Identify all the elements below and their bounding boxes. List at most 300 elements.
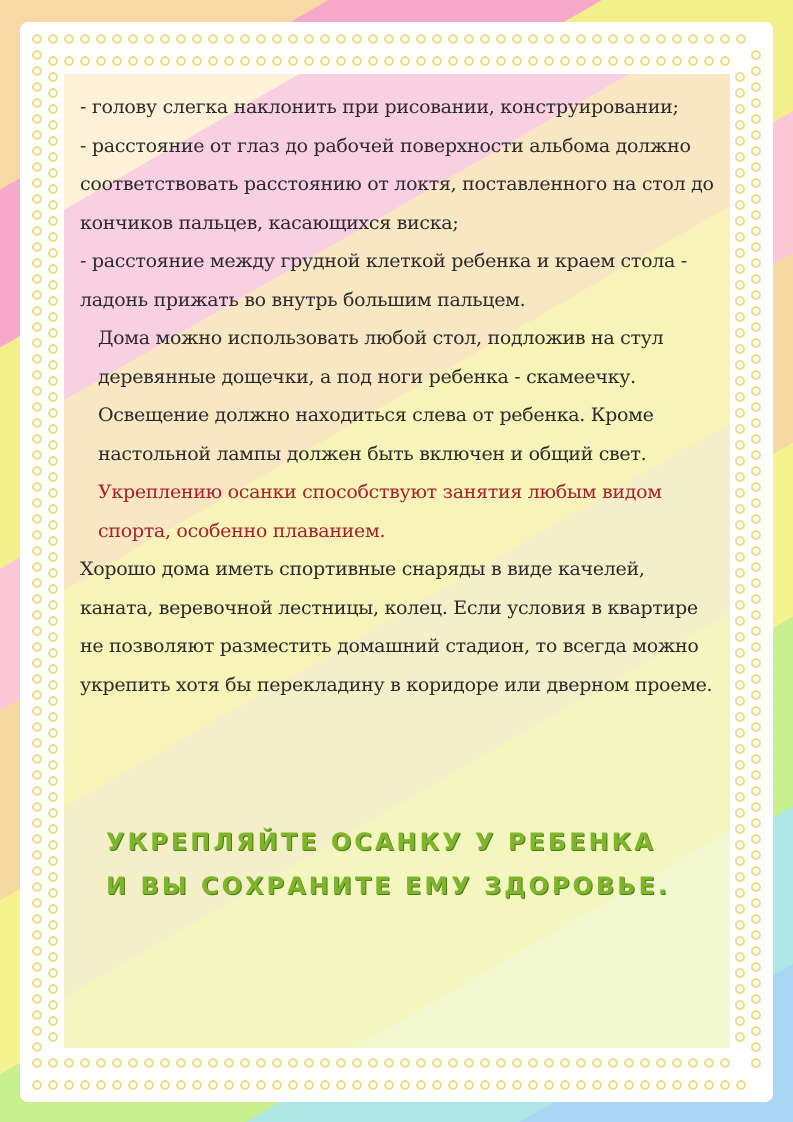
frame-ring	[32, 1010, 42, 1020]
frame-ring	[751, 546, 761, 556]
frame-ring	[735, 648, 745, 658]
frame-ring	[640, 56, 650, 66]
frame-ring	[48, 984, 58, 994]
frame-ring	[735, 680, 745, 690]
frame-ring	[32, 1026, 42, 1036]
frame-ring	[656, 34, 666, 44]
frame-ring	[192, 1058, 202, 1068]
frame-ring	[751, 498, 761, 508]
frame-ring	[288, 1058, 298, 1068]
frame-ring	[336, 34, 346, 44]
frame-ring	[48, 664, 58, 674]
frame-ring	[224, 34, 234, 44]
frame-ring	[672, 1058, 682, 1068]
frame-ring	[735, 536, 745, 546]
body-text	[80, 88, 722, 704]
frame-ring	[735, 888, 745, 898]
frame-ring	[400, 34, 410, 44]
frame-ring	[48, 792, 58, 802]
frame-ring	[735, 1000, 745, 1010]
frame-ring	[751, 738, 761, 748]
frame-ring	[751, 82, 761, 92]
frame-ring	[751, 226, 761, 236]
frame-ring	[735, 904, 745, 914]
frame-ring	[176, 34, 186, 44]
frame-ring	[32, 770, 42, 780]
frame-ring	[32, 274, 42, 284]
frame-ring	[80, 1058, 90, 1068]
frame-ring	[735, 152, 745, 162]
frame-ring	[735, 760, 745, 770]
frame-ring	[528, 56, 538, 66]
frame-ring	[735, 504, 745, 514]
frame-ring	[32, 514, 42, 524]
frame-ring	[32, 1080, 42, 1090]
frame-ring	[751, 706, 761, 716]
frame-ring	[384, 34, 394, 44]
frame-ring	[464, 1058, 474, 1068]
frame-ring	[160, 34, 170, 44]
frame-ring	[751, 482, 761, 492]
frame-ring	[32, 562, 42, 572]
frame-ring	[32, 738, 42, 748]
frame-ring	[640, 34, 650, 44]
frame-ring	[640, 1080, 650, 1090]
frame-ring	[240, 56, 250, 66]
frame-ring	[480, 1058, 490, 1068]
frame-ring	[128, 1080, 138, 1090]
frame-ring	[240, 1058, 250, 1068]
frame-ring	[32, 194, 42, 204]
frame-ring	[496, 34, 506, 44]
frame-ring	[751, 290, 761, 300]
frame-ring	[48, 584, 58, 594]
frame-ring	[64, 56, 74, 66]
frame-ring	[256, 56, 266, 66]
frame-ring	[32, 930, 42, 940]
frame-ring	[751, 514, 761, 524]
frame-ring	[704, 1058, 714, 1068]
frame-ring	[64, 34, 74, 44]
frame-ring	[464, 34, 474, 44]
frame-ring	[735, 376, 745, 386]
frame-ring	[32, 98, 42, 108]
frame-ring	[48, 744, 58, 754]
frame-ring	[751, 882, 761, 892]
frame-ring	[735, 168, 745, 178]
frame-ring	[32, 1042, 42, 1052]
frame-ring	[735, 392, 745, 402]
frame-ring	[32, 786, 42, 796]
frame-ring	[400, 1058, 410, 1068]
frame-ring	[448, 34, 458, 44]
frame-ring	[32, 130, 42, 140]
frame-ring	[735, 328, 745, 338]
frame-ring	[48, 312, 58, 322]
frame-ring	[64, 1058, 74, 1068]
frame-ring	[720, 1080, 730, 1090]
frame-ring	[400, 56, 410, 66]
frame-ring	[128, 1058, 138, 1068]
frame-ring	[672, 34, 682, 44]
frame-ring	[48, 520, 58, 530]
frame-ring	[32, 434, 42, 444]
frame-ring	[735, 104, 745, 114]
frame-ring	[608, 34, 618, 44]
frame-ring	[48, 936, 58, 946]
frame-ring	[48, 552, 58, 562]
frame-ring	[464, 1080, 474, 1090]
frame-ring	[48, 1058, 58, 1068]
frame-ring	[751, 770, 761, 780]
frame-ring	[751, 466, 761, 476]
frame-ring	[751, 866, 761, 876]
frame-ring	[735, 744, 745, 754]
frame-ring	[735, 1016, 745, 1026]
frame-ring	[32, 754, 42, 764]
frame-ring	[32, 162, 42, 172]
frame-ring	[32, 114, 42, 124]
frame-ring	[320, 1080, 330, 1090]
frame-ring	[48, 728, 58, 738]
frame-ring	[751, 402, 761, 412]
frame-ring	[64, 1080, 74, 1090]
frame-ring	[48, 488, 58, 498]
body-paragraph-7: Хорошо дома иметь спортивные снаряды в виде качелей, каната, веревочной лестницы, колец. Если условия в квартире не позволяют разместить домашний стадион, то всегда можно укрепить хотя бы перекладину в коридоре или дверном проеме.	[80, 558, 713, 696]
frame-ring	[48, 88, 58, 98]
frame-ring	[272, 1058, 282, 1068]
frame-ring	[32, 578, 42, 588]
frame-ring	[240, 34, 250, 44]
frame-ring	[176, 56, 186, 66]
frame-ring	[48, 888, 58, 898]
frame-ring	[48, 200, 58, 210]
frame-ring	[576, 34, 586, 44]
frame-ring	[32, 626, 42, 636]
frame-ring	[160, 1058, 170, 1068]
frame-ring	[32, 530, 42, 540]
frame-ring	[32, 418, 42, 428]
frame-ring	[751, 658, 761, 668]
frame-ring	[735, 488, 745, 498]
frame-ring	[48, 904, 58, 914]
frame-ring	[544, 1058, 554, 1068]
frame-ring	[32, 994, 42, 1004]
frame-ring	[48, 536, 58, 546]
frame-ring	[688, 56, 698, 66]
frame-ring	[32, 466, 42, 476]
frame-ring	[32, 210, 42, 220]
frame-ring	[592, 56, 602, 66]
frame-ring	[480, 34, 490, 44]
frame-ring	[432, 34, 442, 44]
frame-ring	[48, 632, 58, 642]
frame-ring	[496, 56, 506, 66]
frame-ring	[735, 792, 745, 802]
frame-ring	[288, 56, 298, 66]
frame-ring	[688, 1058, 698, 1068]
frame-ring	[735, 408, 745, 418]
frame-ring	[32, 594, 42, 604]
frame-ring	[224, 1080, 234, 1090]
frame-ring	[32, 866, 42, 876]
frame-ring	[751, 930, 761, 940]
frame-ring	[112, 1080, 122, 1090]
frame-ring	[592, 1058, 602, 1068]
frame-ring	[624, 1080, 634, 1090]
frame-ring	[672, 1080, 682, 1090]
frame-ring	[48, 120, 58, 130]
frame-ring	[751, 834, 761, 844]
frame-ring	[416, 56, 426, 66]
frame-ring	[735, 344, 745, 354]
frame-ring	[735, 920, 745, 930]
frame-ring	[48, 760, 58, 770]
frame-ring	[672, 56, 682, 66]
frame-ring	[736, 34, 746, 44]
frame-ring	[751, 370, 761, 380]
frame-ring	[735, 808, 745, 818]
frame-ring	[751, 146, 761, 156]
frame-ring	[48, 568, 58, 578]
frame-ring	[352, 34, 362, 44]
frame-ring	[112, 56, 122, 66]
frame-ring	[320, 1058, 330, 1068]
frame-ring	[48, 440, 58, 450]
frame-ring	[48, 264, 58, 274]
frame-ring	[48, 376, 58, 386]
frame-ring	[656, 56, 666, 66]
frame-ring	[48, 920, 58, 930]
frame-ring	[735, 728, 745, 738]
frame-ring	[32, 290, 42, 300]
frame-ring	[48, 72, 58, 82]
frame-ring	[560, 56, 570, 66]
frame-ring	[751, 530, 761, 540]
slogan-line-2: И ВЫ СОХРАНИТЕ ЕМУ ЗДОРОВЬЕ.	[106, 872, 670, 900]
frame-ring	[192, 1080, 202, 1090]
frame-ring	[544, 56, 554, 66]
frame-ring	[48, 424, 58, 434]
frame-ring	[368, 34, 378, 44]
frame-ring	[336, 56, 346, 66]
frame-ring	[735, 952, 745, 962]
frame-ring	[735, 312, 745, 322]
frame-ring	[751, 322, 761, 332]
frame-ring	[48, 360, 58, 370]
frame-ring	[735, 264, 745, 274]
frame-ring	[751, 130, 761, 140]
frame-ring	[751, 178, 761, 188]
frame-ring	[32, 66, 42, 76]
frame-ring	[576, 56, 586, 66]
frame-ring	[751, 850, 761, 860]
frame-ring	[735, 872, 745, 882]
frame-ring	[112, 34, 122, 44]
frame-ring	[751, 818, 761, 828]
frame-ring	[208, 1058, 218, 1068]
frame-ring	[48, 328, 58, 338]
frame-ring	[176, 1058, 186, 1068]
frame-ring	[735, 360, 745, 370]
frame-ring	[624, 1058, 634, 1068]
frame-ring	[751, 754, 761, 764]
frame-ring	[735, 600, 745, 610]
frame-ring	[208, 1080, 218, 1090]
frame-ring	[608, 1058, 618, 1068]
frame-ring	[751, 978, 761, 988]
frame-ring	[272, 34, 282, 44]
frame-ring	[735, 696, 745, 706]
frame-ring	[751, 162, 761, 172]
frame-ring	[735, 216, 745, 226]
frame-ring	[751, 1042, 761, 1052]
frame-ring	[735, 120, 745, 130]
frame-ring	[384, 1058, 394, 1068]
frame-ring	[32, 258, 42, 268]
frame-ring	[480, 1080, 490, 1090]
frame-ring	[80, 34, 90, 44]
frame-ring	[560, 1080, 570, 1090]
frame-ring	[48, 648, 58, 658]
frame-ring	[384, 56, 394, 66]
frame-ring	[576, 1080, 586, 1090]
frame-ring	[751, 450, 761, 460]
frame-ring	[144, 1080, 154, 1090]
frame-ring	[32, 242, 42, 252]
frame-ring	[640, 1058, 650, 1068]
frame-ring	[496, 1080, 506, 1090]
body-paragraph-1: - голову слегка наклонить при рисовании, конструировании;	[80, 96, 679, 118]
frame-ring	[48, 824, 58, 834]
body-paragraph-3: - расстояние между грудной клеткой ребенка и краем стола - ладонь прижать во внутрь большим пальцем.	[80, 250, 687, 311]
frame-ring	[272, 56, 282, 66]
frame-ring	[624, 34, 634, 44]
frame-ring	[432, 1058, 442, 1068]
frame-ring	[32, 610, 42, 620]
frame-ring	[608, 56, 618, 66]
frame-ring	[751, 690, 761, 700]
frame-ring	[304, 1058, 314, 1068]
body-paragraph-2: - расстояние от глаз до рабочей поверхности альбома должно соответствовать расстоянию от локтя, поставленного на стол до кончиков пальцев, касающихся виска;	[80, 134, 714, 234]
frame-ring	[352, 1080, 362, 1090]
frame-ring	[32, 946, 42, 956]
frame-ring	[735, 280, 745, 290]
frame-ring	[544, 1080, 554, 1090]
frame-ring	[751, 722, 761, 732]
frame-ring	[448, 1058, 458, 1068]
frame-ring	[48, 34, 58, 44]
frame-ring	[48, 472, 58, 482]
frame-ring	[32, 674, 42, 684]
frame-ring	[432, 56, 442, 66]
frame-ring	[528, 34, 538, 44]
frame-ring	[735, 72, 745, 82]
frame-ring	[32, 178, 42, 188]
frame-ring	[704, 56, 714, 66]
frame-ring	[48, 968, 58, 978]
frame-ring	[368, 56, 378, 66]
frame-ring	[735, 232, 745, 242]
frame-ring	[48, 504, 58, 514]
frame-ring	[735, 712, 745, 722]
frame-ring	[751, 946, 761, 956]
frame-ring	[400, 1080, 410, 1090]
frame-ring	[256, 1080, 266, 1090]
frame-ring	[304, 56, 314, 66]
frame-ring	[751, 242, 761, 252]
frame-ring	[48, 168, 58, 178]
frame-ring	[48, 280, 58, 290]
frame-ring	[32, 498, 42, 508]
frame-ring	[32, 706, 42, 716]
frame-ring	[735, 568, 745, 578]
frame-ring	[735, 456, 745, 466]
frame-ring	[32, 450, 42, 460]
frame-ring	[48, 1032, 58, 1042]
frame-ring	[208, 56, 218, 66]
frame-ring	[735, 1032, 745, 1042]
slogan-line-1: УКРЕПЛЯЙТЕ ОСАНКУ У РЕБЕНКА	[106, 828, 656, 856]
frame-ring	[224, 1058, 234, 1068]
frame-ring	[416, 1080, 426, 1090]
frame-ring	[48, 456, 58, 466]
frame-ring	[352, 56, 362, 66]
frame-ring	[735, 440, 745, 450]
frame-ring	[656, 1058, 666, 1068]
frame-ring	[32, 402, 42, 412]
frame-ring	[32, 978, 42, 988]
frame-ring	[48, 296, 58, 306]
frame-ring	[735, 552, 745, 562]
frame-ring	[48, 392, 58, 402]
frame-ring	[48, 712, 58, 722]
frame-ring	[735, 616, 745, 626]
frame-ring	[751, 194, 761, 204]
frame-ring	[48, 184, 58, 194]
frame-ring	[48, 872, 58, 882]
frame-ring	[751, 594, 761, 604]
frame-ring	[48, 136, 58, 146]
frame-ring	[32, 50, 42, 60]
frame-ring	[751, 1058, 761, 1068]
frame-ring	[80, 56, 90, 66]
frame-ring	[735, 424, 745, 434]
frame-ring	[336, 1080, 346, 1090]
frame-ring	[48, 1016, 58, 1026]
frame-ring	[48, 1000, 58, 1010]
frame-ring	[608, 1080, 618, 1090]
frame-ring	[735, 632, 745, 642]
frame-ring	[751, 674, 761, 684]
frame-ring	[560, 1058, 570, 1068]
frame-ring	[48, 1080, 58, 1090]
frame-ring	[128, 56, 138, 66]
frame-ring	[144, 34, 154, 44]
frame-ring	[688, 1080, 698, 1090]
frame-ring	[208, 34, 218, 44]
frame-ring	[96, 1080, 106, 1090]
frame-ring	[751, 386, 761, 396]
frame-ring	[256, 34, 266, 44]
frame-ring	[512, 1080, 522, 1090]
frame-ring	[32, 722, 42, 732]
frame-ring	[32, 354, 42, 364]
frame-ring	[144, 1058, 154, 1068]
frame-ring	[720, 1058, 730, 1068]
frame-ring	[32, 1058, 42, 1068]
frame-ring	[96, 56, 106, 66]
